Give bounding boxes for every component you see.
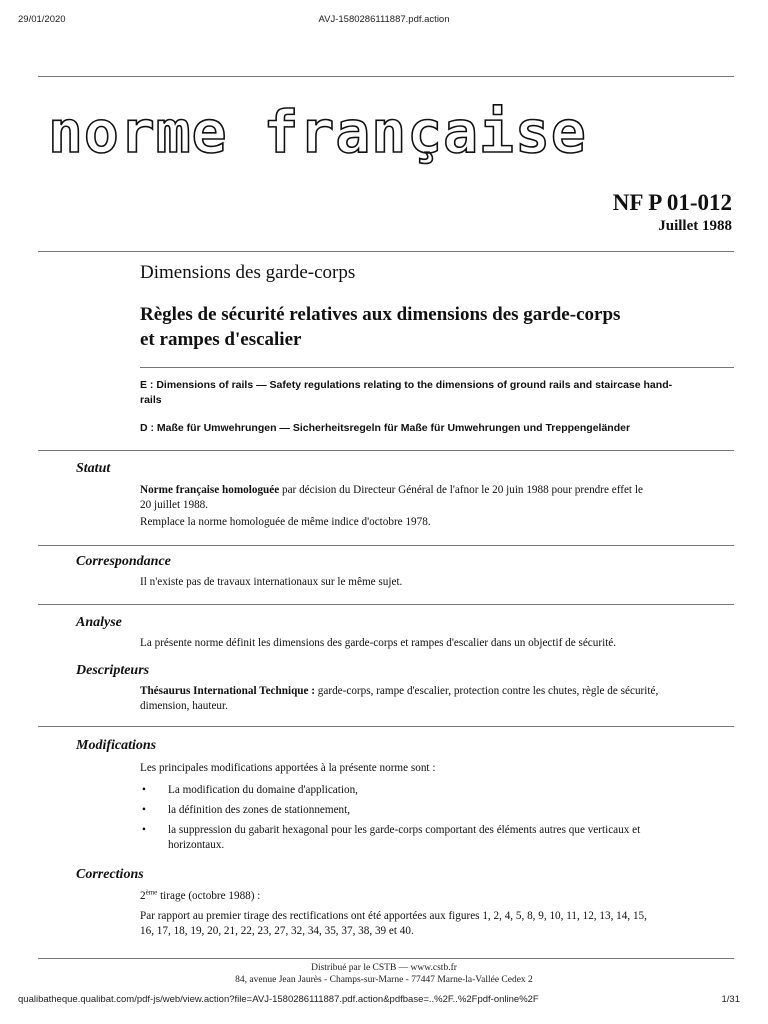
statut-line-2: 20 juillet 1988. [140,499,209,511]
correspondance-text: Il n'existe pas de travaux internationaux sur le même sujet. [140,576,403,588]
statut-line-3: Remplace la norme homologuée de même indice d'octobre 1978. [140,516,431,528]
bullet-icon: • [142,784,146,796]
analyse-rule [38,604,734,605]
distributor-address: 84, avenue Jean Jaurès - Champs-sur-Marne - 77447 Marne-la-Vallée Cedex 2 [235,975,533,985]
tirage-superscript: ème [145,888,158,897]
modifications-intro: Les principales modifications apportées à la présente norme sont : [140,762,436,774]
corrections-heading: Corrections [76,867,144,882]
modification-item-3-line-2: horizontaux. [168,839,225,851]
descripteurs-line-1: garde-corps, rampe d'escalier, protection contre les chutes, règle de sécurité, [315,685,659,697]
corrections-line-2: 16, 17, 18, 19, 20, 21, 22, 23, 27, 32, 34, 35, 37, 38, 39 et 40. [140,925,414,937]
standard-number: NF P 01-012 [612,190,732,215]
document-title: AVJ-1580286111887.pdf.action [318,14,450,25]
tirage-rest: tirage (octobre 1988) : [157,890,261,902]
bullet-icon: • [142,824,146,836]
modification-item-2: la définition des zones de stationnement, [168,804,351,816]
statut-rule [38,450,734,451]
page-counter: 1/31 [721,994,740,1005]
tirage-number: 2 [140,890,146,902]
print-header [0,14,768,34]
bullet-icon: • [142,804,146,816]
distributor-line: Distribué par le CSTB — www.cstb.fr [311,963,457,973]
analyse-text: La présente norme définit les dimensions des garde-corps et rampes d'escalier dans un objectif de sécurité. [140,637,617,649]
print-footer [0,994,768,1014]
descripteurs-line-2: dimension, hauteur. [140,700,228,712]
statut-line-1: par décision du Directeur Général de l'afnor le 20 juin 1988 pour prendre effet le [279,484,643,496]
corrections-tirage [140,889,734,904]
corrections-text [140,889,734,939]
modification-item-1: La modification du domaine d'application, [168,784,358,796]
correspondance-heading: Correspondance [76,554,171,569]
descripteurs-text [140,684,734,714]
descripteurs-heading: Descripteurs [76,663,150,678]
document-main-title [140,302,740,352]
statut-bold-lead: Norme française homologuée [140,484,280,496]
english-line-2: rails [140,394,162,406]
statut-heading: Statut [76,461,111,476]
english-translation [140,378,734,408]
correspondance-rule [38,545,734,546]
print-date: 29/01/2020 [18,14,66,25]
document-url: qualibatheque.qualibat.com/pdf-js/web/view.action?file=AVJ-1580286111887.pdf.action&pdfbase=..%2F..%2Fpdf-online%2F [18,994,539,1005]
title-rule [38,251,734,252]
analyse-heading: Analyse [76,615,122,630]
footer-rule [38,958,734,959]
translations-rule [140,367,734,368]
main-title-line-2: et rampes d'escalier [140,329,302,350]
german-translation: D : Maße für Umwehrungen — Sicherheitsregeln für Maße für Umwehrungen und Treppengeländer [140,422,631,434]
english-line-1: E : Dimensions of rails — Safety regulations relating to the dimensions of ground rails and staircase hand- [140,379,673,391]
standard-date: Juillet 1988 [658,218,732,234]
modification-item-3-line-1: la suppression du gabarit hexagonal pour les garde-corps comportant des éléments autres que verticaux et [168,824,641,836]
brand-logo-text: norme française [48,98,587,166]
document-subject: Dimensions des garde-corps [140,262,356,283]
corrections-line-1: Par rapport au premier tirage des rectifications ont été apportées aux figures 1, 2, 4, 5, 8, 9, 10, 11, 12, 13, 14, 15, [140,910,647,922]
modifications-rule [38,726,734,727]
header-rule [38,76,734,77]
modification-item-3 [168,823,734,853]
main-title-line-1: Règles de sécurité relatives aux dimensions des garde-corps [140,304,621,325]
statut-text [140,483,734,530]
modifications-heading: Modifications [76,738,157,753]
descripteurs-bold-lead: Thésaurus International Technique : [140,685,315,697]
